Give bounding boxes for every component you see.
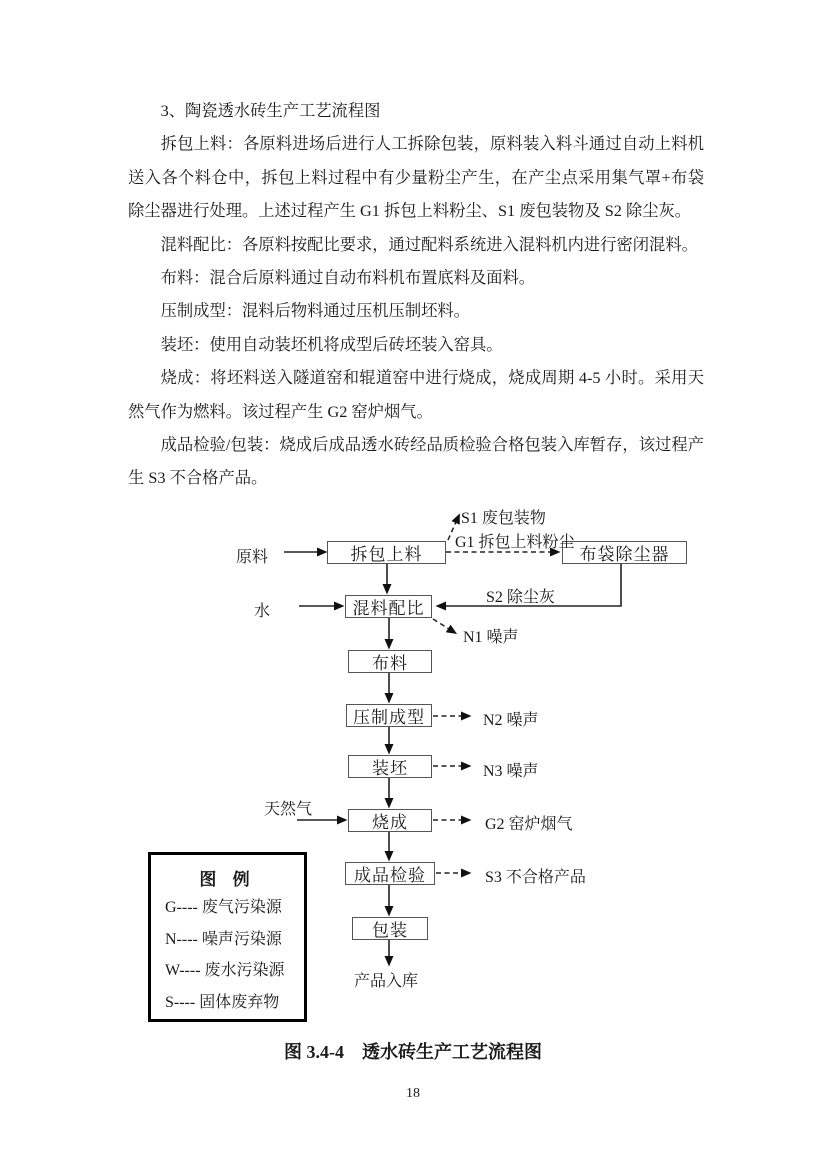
paragraph-distributing: 布料：混合后原料通过自动布料机布置底料及面料。 — [160, 268, 536, 288]
solid-arrows — [284, 552, 621, 957]
paragraph-pressing: 压制成型：混料后物料通过压机压制坯料。 — [160, 301, 470, 321]
section-heading: 3、陶瓷透水砖生产工艺流程图 — [160, 101, 381, 120]
flow-box-distributing: 布料 — [348, 650, 432, 673]
output-label-s2: S2 除尘灰 — [486, 589, 555, 606]
flow-box-pressing: 压制成型 — [346, 704, 432, 727]
output-label-n1: N1 噪声 — [463, 629, 519, 646]
output-label-n2: N2 噪声 — [483, 712, 539, 729]
legend-item-gas: G---- 废气污染源 — [165, 899, 282, 916]
output-label-s3: S3 不合格产品 — [485, 869, 586, 886]
output-label-g2: G2 窑炉烟气 — [485, 816, 573, 833]
input-label-raw-material: 原料 — [236, 549, 269, 566]
output-label-g1: G1 拆包上料粉尘 — [455, 534, 575, 551]
paragraph-inspection: 成品检验/包装：烧成后成品透水砖经品质检验合格包装入库暂存，该过程产生 S3 不合格产品。 — [128, 435, 704, 488]
legend-item-noise: N---- 噪声污染源 — [165, 931, 282, 948]
legend-item-solid-waste: S---- 固体废弃物 — [165, 994, 280, 1011]
paragraph-loading: 装坯：使用自动装坯机将成型后砖坯装入窑具。 — [160, 334, 503, 354]
process-flowchart — [0, 500, 826, 1011]
end-label-product-storage: 产品入库 — [354, 973, 419, 990]
flow-box-packing: 包装 — [352, 917, 428, 940]
legend-box — [148, 852, 307, 1022]
output-label-n3: N3 噪声 — [483, 763, 539, 780]
input-label-water: 水 — [254, 603, 271, 620]
flow-box-firing: 烧成 — [348, 809, 432, 832]
flow-box-bag-filter: 布袋除尘器 — [562, 541, 687, 564]
paragraph-mixing: 混料配比：各原料按配比要求，通过配料系统进入混料机内进行密闭混料。 — [160, 234, 698, 254]
page-number: 18 — [406, 1086, 420, 1101]
legend-title: 图 例 — [199, 870, 256, 889]
paragraph-unpack: 拆包上料：各原料进场后进行人工拆除包装，原料装入料斗通过自动上料机送入各个料仓中，拆包上料过程中有少量粉尘产生，在产尘点采用集气罩+布袋除尘器进行处理。上述过程产生 G1 拆包上料粉尘、S1 废包装物及 S2 除尘灰。 — [128, 134, 704, 221]
flow-box-loading: 装坯 — [348, 755, 432, 778]
flow-box-unpack: 拆包上料 — [327, 541, 446, 564]
output-label-s1: S1 废包装物 — [461, 510, 546, 527]
flow-box-inspection: 成品检验 — [345, 862, 435, 885]
paragraph-firing: 烧成：将坯料送入隧道窑和辊道窑中进行烧成，烧成周期 4-5 小时。采用天然气作为燃料。该过程产生 G2 窑炉烟气。 — [128, 368, 704, 421]
legend-item-wastewater: W---- 废水污染源 — [165, 962, 285, 979]
input-label-natural-gas: 天然气 — [264, 801, 313, 818]
flow-box-mixing: 混料配比 — [345, 595, 432, 618]
body-text — [128, 94, 704, 495]
figure-caption: 图 3.4-4 透水砖生产工艺流程图 — [284, 1042, 542, 1062]
